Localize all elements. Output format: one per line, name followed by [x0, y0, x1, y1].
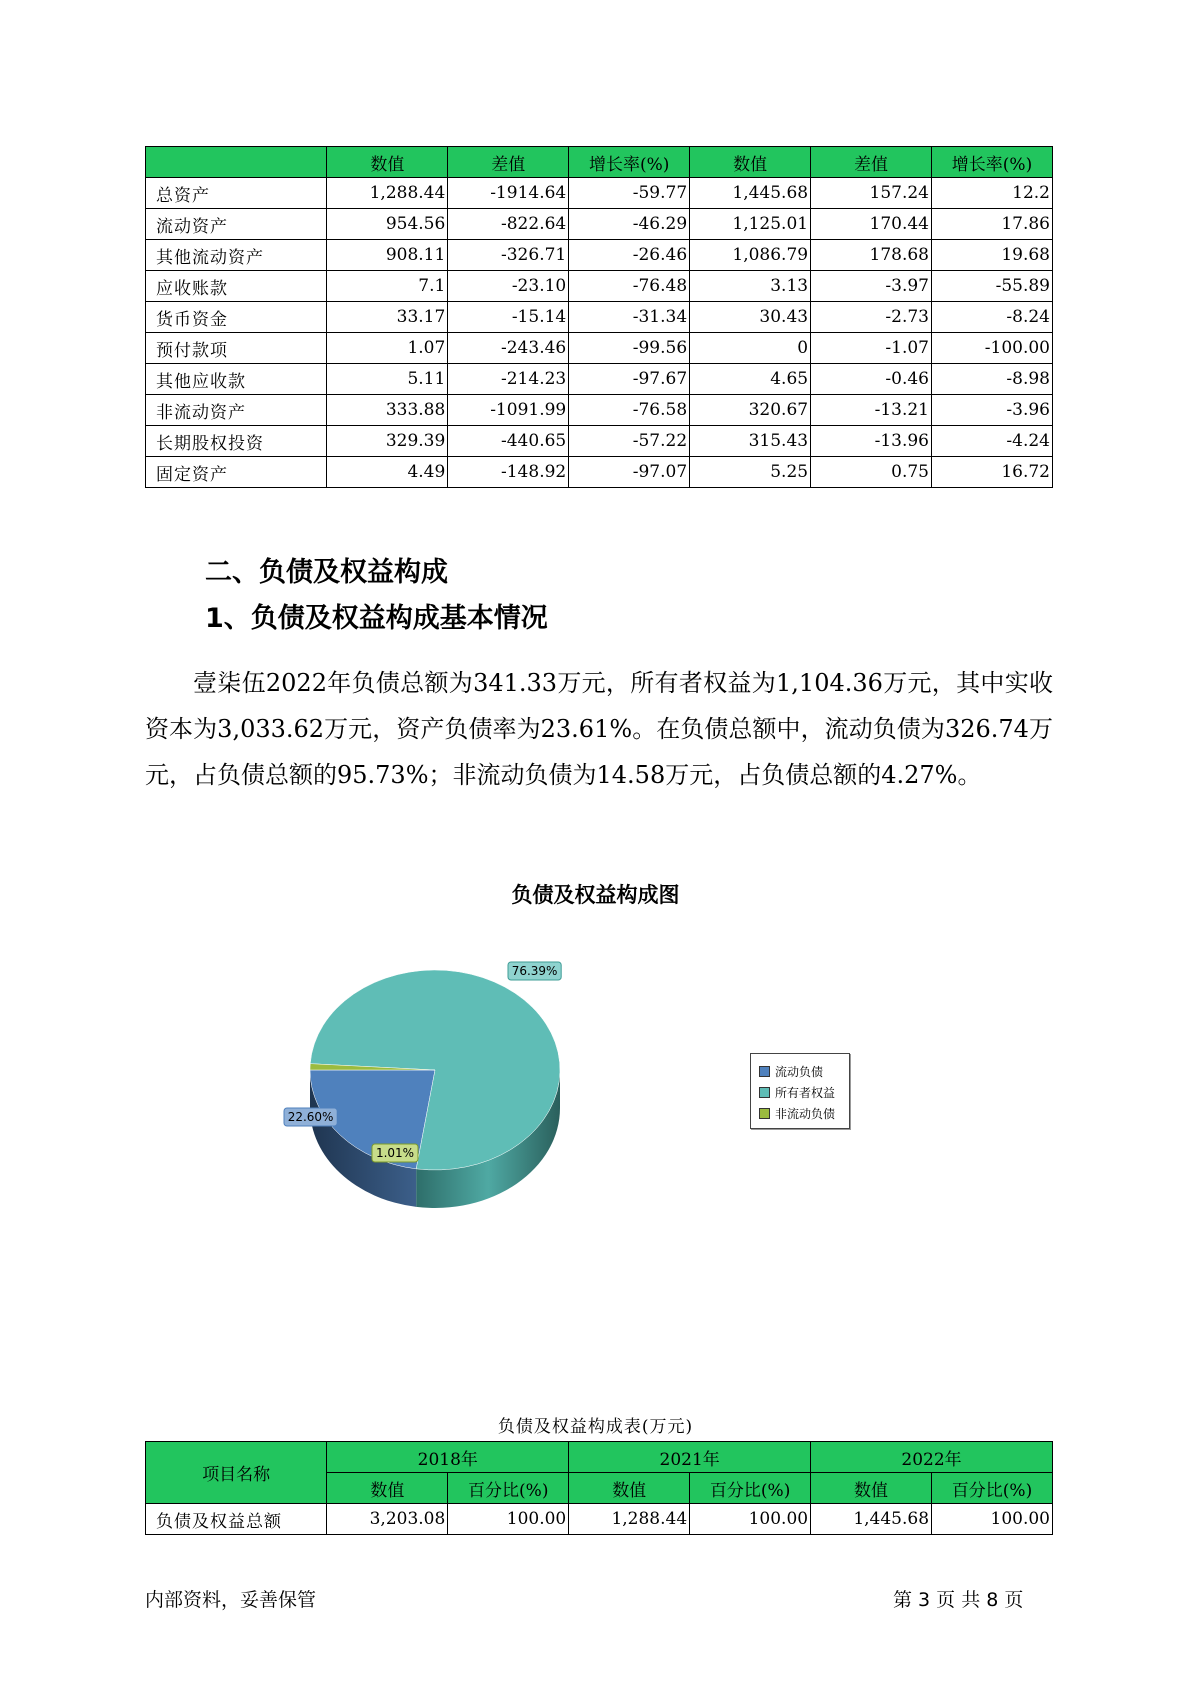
table-cell: -1914.64 — [448, 178, 569, 209]
sub-header: 百分比(%) — [932, 1473, 1053, 1504]
table-cell: 30.43 — [690, 302, 811, 333]
table-cell: 33.17 — [327, 302, 448, 333]
row-label: 负债及权益总额 — [146, 1504, 327, 1535]
data-label: 76.39% — [511, 964, 558, 978]
table-cell: 19.68 — [932, 240, 1053, 271]
table-cell: -31.34 — [569, 302, 690, 333]
table-cell: -99.56 — [569, 333, 690, 364]
year-header: 2018年 — [327, 1442, 569, 1473]
table-cell: 16.72 — [932, 457, 1053, 488]
table-cell: -26.46 — [569, 240, 690, 271]
table-cell: 315.43 — [690, 426, 811, 457]
table-cell: -15.14 — [448, 302, 569, 333]
row-label: 应收账款 — [146, 271, 327, 302]
table-cell: 320.67 — [690, 395, 811, 426]
table-cell: 5.25 — [690, 457, 811, 488]
table-cell: 3.13 — [690, 271, 811, 302]
legend-item — [751, 1083, 849, 1102]
legend-swatch — [759, 1087, 770, 1098]
table-cell: 3,203.08 — [327, 1504, 448, 1535]
table-cell: 4.65 — [690, 364, 811, 395]
table-row — [146, 178, 1053, 209]
subsection-heading: 1、负债及权益构成基本情况 — [205, 603, 548, 634]
table-cell: 100.00 — [690, 1504, 811, 1535]
row-label: 流动资产 — [146, 209, 327, 240]
table-cell: 4.49 — [327, 457, 448, 488]
table-cell: 329.39 — [327, 426, 448, 457]
data-label: 1.01% — [375, 1146, 415, 1160]
table-cell: -214.23 — [448, 364, 569, 395]
table-cell: -326.71 — [448, 240, 569, 271]
table-cell: -148.92 — [448, 457, 569, 488]
table-row — [146, 271, 1053, 302]
table-cell: 954.56 — [327, 209, 448, 240]
table-cell: -97.67 — [569, 364, 690, 395]
table-cell: -0.46 — [811, 364, 932, 395]
item-header: 项目名称 — [146, 1442, 327, 1504]
table-cell: -13.96 — [811, 426, 932, 457]
header-cell: 数值 — [690, 147, 811, 178]
header-cell: 增长率(%) — [569, 147, 690, 178]
table-row — [146, 426, 1053, 457]
table-row — [146, 457, 1053, 488]
asset-table-header — [146, 147, 1053, 178]
table-cell: 0 — [690, 333, 811, 364]
year-header: 2022年 — [811, 1442, 1053, 1473]
table-cell: -822.64 — [448, 209, 569, 240]
legend-item — [751, 1104, 849, 1123]
table-cell: -55.89 — [932, 271, 1053, 302]
table-cell: -76.58 — [569, 395, 690, 426]
table-cell: 170.44 — [811, 209, 932, 240]
data-label: 22.60% — [287, 1110, 334, 1124]
sub-header: 数值 — [811, 1473, 932, 1504]
table-cell: -1.07 — [811, 333, 932, 364]
legend-label: 非流动负债 — [775, 1107, 836, 1121]
table-cell: 1,445.68 — [690, 178, 811, 209]
table-cell: 100.00 — [932, 1504, 1053, 1535]
table-cell: -57.22 — [569, 426, 690, 457]
year-header-row — [146, 1442, 1053, 1473]
table-cell: -100.00 — [932, 333, 1053, 364]
chart-legend — [750, 1053, 850, 1129]
table-cell: 157.24 — [811, 178, 932, 209]
row-label: 预付款项 — [146, 333, 327, 364]
table-cell: -8.98 — [932, 364, 1053, 395]
table-cell: 1.07 — [327, 333, 448, 364]
footer-page-number: 第 3 页 共 8 页 — [893, 1589, 1024, 1611]
sub-header: 数值 — [569, 1473, 690, 1504]
asset-table — [145, 146, 1053, 488]
table-cell: 7.1 — [327, 271, 448, 302]
table-cell: 12.2 — [932, 178, 1053, 209]
row-label: 其他应收款 — [146, 364, 327, 395]
table-cell: 178.68 — [811, 240, 932, 271]
table-row — [146, 395, 1053, 426]
header-cell: 数值 — [327, 147, 448, 178]
summary-paragraph: 壹柒伍2022年负债总额为341.33万元，所有者权益为1,104.36万元，其中实收资本为3,033.62万元，资产负债率为23.61%。在负债总额中，流动负债为326.74万元，占负债总额的95.73%；非流动负债为14.58万元，占负债总额的4.27%。 — [145, 669, 1053, 789]
table-caption: 负债及权益构成表(万元) — [497, 1417, 694, 1437]
sub-header: 数值 — [327, 1473, 448, 1504]
header-cell — [146, 147, 327, 178]
table-cell: -1091.99 — [448, 395, 569, 426]
table-row — [146, 302, 1053, 333]
row-label: 长期股权投资 — [146, 426, 327, 457]
table-cell: -243.46 — [448, 333, 569, 364]
table-cell: 1,445.68 — [811, 1504, 932, 1535]
table-cell: -13.21 — [811, 395, 932, 426]
row-label: 总资产 — [146, 178, 327, 209]
table-cell: 1,125.01 — [690, 209, 811, 240]
table-cell: 1,288.44 — [569, 1504, 690, 1535]
table-row — [146, 1504, 1053, 1535]
sub-header: 百分比(%) — [448, 1473, 569, 1504]
table-row — [146, 333, 1053, 364]
table-row — [146, 240, 1053, 271]
table-cell: -46.29 — [569, 209, 690, 240]
table-cell: -4.24 — [932, 426, 1053, 457]
table-cell: 333.88 — [327, 395, 448, 426]
legend-swatch — [759, 1108, 770, 1119]
legend-swatch — [759, 1066, 770, 1077]
table-cell: -440.65 — [448, 426, 569, 457]
table-row — [146, 209, 1053, 240]
row-label: 货币资金 — [146, 302, 327, 333]
pie-chart — [260, 950, 620, 1210]
year-header: 2021年 — [569, 1442, 811, 1473]
chart-title: 负债及权益构成图 — [511, 883, 680, 907]
table-cell: -2.73 — [811, 302, 932, 333]
table-cell: 1,288.44 — [327, 178, 448, 209]
table-row — [146, 364, 1053, 395]
row-label: 其他流动资产 — [146, 240, 327, 271]
section-heading: 二、负债及权益构成 — [205, 557, 448, 588]
header-cell: 差值 — [448, 147, 569, 178]
table-cell: -8.24 — [932, 302, 1053, 333]
header-cell: 增长率(%) — [932, 147, 1053, 178]
table-cell: -3.96 — [932, 395, 1053, 426]
header-cell: 差值 — [811, 147, 932, 178]
legend-item — [751, 1062, 849, 1081]
table-cell: -76.48 — [569, 271, 690, 302]
table-cell: -97.07 — [569, 457, 690, 488]
row-label: 非流动资产 — [146, 395, 327, 426]
table-cell: 0.75 — [811, 457, 932, 488]
table-cell: -3.97 — [811, 271, 932, 302]
legend-label: 流动负债 — [775, 1065, 824, 1079]
footer-confidential: 内部资料，妥善保管 — [145, 1589, 317, 1611]
table-cell: -23.10 — [448, 271, 569, 302]
table-cell: 1,086.79 — [690, 240, 811, 271]
liability-equity-table — [145, 1441, 1053, 1535]
table-cell: 5.11 — [327, 364, 448, 395]
table-cell: 100.00 — [448, 1504, 569, 1535]
table-cell: 17.86 — [932, 209, 1053, 240]
table-cell: -59.77 — [569, 178, 690, 209]
legend-label: 所有者权益 — [775, 1086, 836, 1100]
table-cell: 908.11 — [327, 240, 448, 271]
sub-header: 百分比(%) — [690, 1473, 811, 1504]
row-label: 固定资产 — [146, 457, 327, 488]
